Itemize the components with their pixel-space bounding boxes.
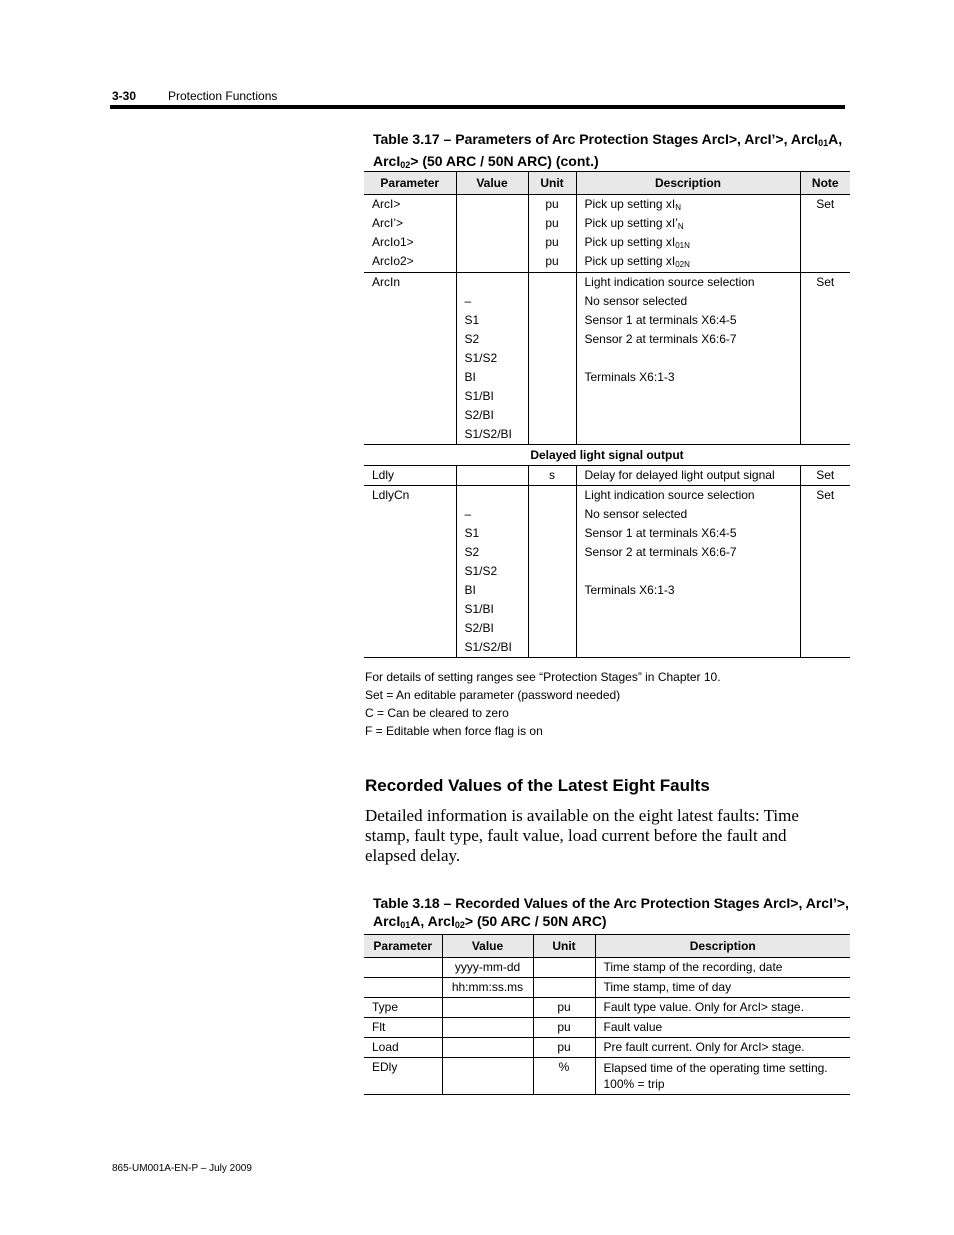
- note-line: For details of setting ranges see “Protection Stages” in Chapter 10.: [365, 670, 721, 684]
- section-heading: Recorded Values of the Latest Eight Faults: [365, 776, 710, 795]
- col-note: Note: [800, 172, 850, 195]
- table-row: yyyy-mm-dd Time stamp of the recording, date: [364, 958, 850, 978]
- table-row: EDly % Elapsed time of the operating time setting. 100% = trip: [364, 1058, 850, 1095]
- col-unit: Unit: [528, 172, 576, 195]
- section-paragraph: Detailed information is available on the eight latest faults: Time stamp, fault type, fault value, load current before the fault and elapsed delay.: [365, 806, 799, 865]
- table-3-17: [364, 171, 850, 658]
- table-row: Flt pu Fault value: [364, 1018, 850, 1038]
- note-line: Set = An editable parameter (password needed): [365, 688, 621, 702]
- table-3-18-caption: Table 3.18 – Recorded Values of the Arc Protection Stages ArcI>, ArcI’>, ArcI$_{01}$A, ArcI$_{02}$> (50 ARC / 50N ARC): [373, 895, 849, 930]
- col-parameter: Parameter: [364, 935, 442, 958]
- table-row: Ldly s Delay for delayed light output signal Set: [364, 466, 850, 486]
- note-line: C = Can be cleared to zero: [365, 706, 509, 720]
- table-notes: [365, 668, 721, 740]
- table-row: ArcIn – S1 S2 S1/S2 BI S1/BI S2/BI S1/S2/BI Light indication source selection No sensor selected Sensor 1 at terminals X6:4-5 Sensor 2 at terminals X6:6-7 Terminals X6:1-3 Set: [364, 273, 850, 445]
- table-header-row: [364, 935, 850, 958]
- table-row: hh:mm:ss.ms Time stamp, time of day: [364, 978, 850, 998]
- table-row: ArcI> ArcI’> ArcIo1> ArcIo2> pu pu pu pu Pick up setting xIN Pick up setting xI’N Pick up setting xI01N Pick up setting xI02N Set: [364, 195, 850, 273]
- table-row: LdlyCn – S1 S2 S1/S2 BI S1/BI S2/BI S1/S2/BI Light indication source selection No sensor selected Sensor 1 at terminals X6:4-5 Sensor 2 at terminals X6:6-7 Terminals X6:1-3 Set: [364, 486, 850, 658]
- page-footer: 865-UM001A-EN-P – July 2009: [112, 1163, 252, 1174]
- table-row: Load pu Pre fault current. Only for ArcI> stage.: [364, 1038, 850, 1058]
- table-subheader: Delayed light signal output: [364, 445, 850, 466]
- running-header: Protection Functions: [168, 89, 278, 103]
- table-header-row: [364, 172, 850, 195]
- page-number: 3-30: [112, 89, 137, 103]
- col-parameter: Parameter: [364, 172, 456, 195]
- col-value: Value: [456, 172, 528, 195]
- table-row: Type pu Fault type value. Only for ArcI> stage.: [364, 998, 850, 1018]
- note-line: F = Editable when force flag is on: [365, 724, 543, 738]
- table-3-18: [364, 934, 850, 1095]
- col-description: Description: [595, 935, 850, 958]
- header-rule: [110, 105, 845, 109]
- col-unit: Unit: [533, 935, 595, 958]
- col-description: Description: [576, 172, 800, 195]
- col-value: Value: [442, 935, 533, 958]
- table-3-17-caption: Table 3.17 – Parameters of Arc Protection Stages ArcI>, ArcI’>, ArcI$_{01}$A, ArcI$_{02}$> (50 ARC / 50N ARC) (cont.): [373, 131, 843, 170]
